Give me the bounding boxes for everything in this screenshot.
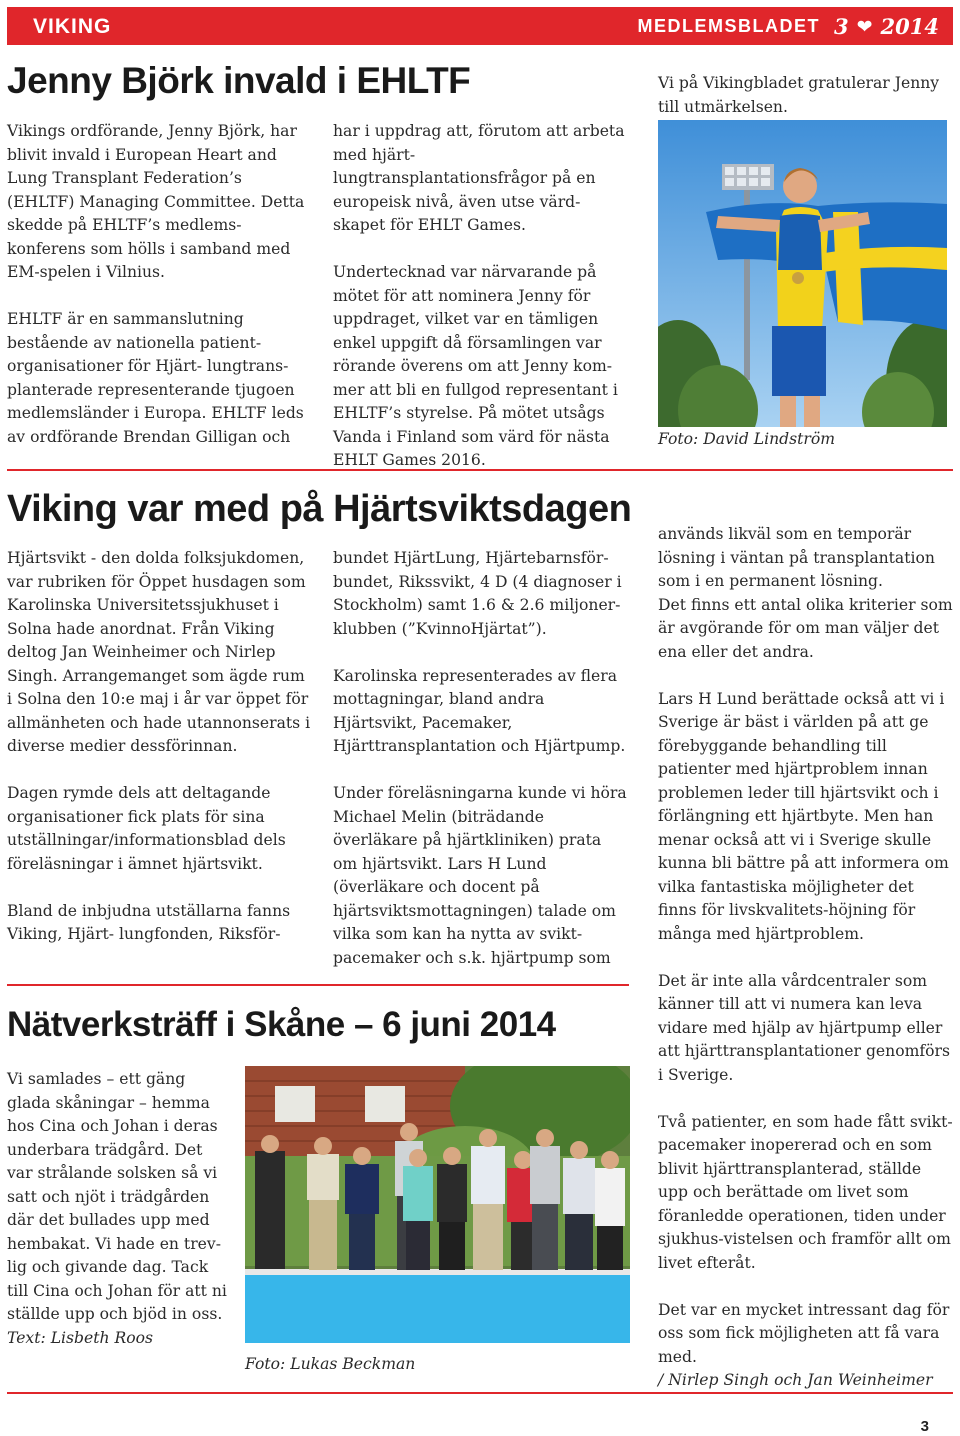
article1-paragraph: EHLTF är en sammanslutning bestående av nationella patient-organisationer för Hjärt- lungtrans-planterade representerande tjugoen medlemsländer i Europa. EHLTF leds av ordförande Brendan Gilligan och [7,310,304,446]
article2-paragraph: Bland de inbjudna utställarna fanns Viking, Hjärt- lungfonden, Riksför- [7,901,291,943]
article2-paragraph: Det var en mycket intressant dag för oss som fick möjligheten att få vara med. [658,1300,950,1366]
article1-paragraph: Vikings ordförande, Jenny Björk, har blivit invald i European Heart and Lung Transplant Federation’s (EHLTF) Managing Committee. Detta skedde på EHLTF’s medlems-konferens som hölls i samband med EM-spelen i Vilnius. [7,122,305,281]
jenny-bjork-photo [658,120,947,427]
issue-year: 2014 [880,14,939,39]
article2-paragraph: Hjärtsvikt - den dolda folksjukdomen, var rubriken för Öppet husdagen som Karolinska Universitetssjukhuset i Solna hade anordnat. Från Viking deltog Jan Weinheimer och Nirlep Singh. Arrangemanget som ägde rum i Solna den 10:e maj i år var öppet för allmänheten och hade utannonserats i diverse medier dessförinnan. [7,549,311,755]
article3-body [7,1068,232,1350]
article1-col3-intro [658,72,948,119]
article2-paragraph: Två patienter, en som hade fått svikt-pacemaker inopererad och en som blivit hjärttransplanterad, ställde upp och berättade om livet som föranledde operationen, tiden under sjukhus-vistelsen och framför allt om livet efteråt. [658,1112,953,1272]
group-photo [245,1066,630,1343]
photo-caption-2: Foto: Lukas Beckman [245,1355,416,1373]
article2-col1 [7,547,312,947]
footer-divider [7,1392,953,1394]
article1-paragraph: har i uppdrag att, förutom att arbeta med hjärt- lungtransplantationsfrågor på en europeisk nivå, även utse värd-skapet för EHLT Games. [333,122,625,234]
athlete-with-flag-image [658,120,947,427]
section-divider [7,984,629,986]
article2-paragraph: bundet HjärtLung, Hjärtebarnsför-bundet, Rikssvikt, 4 D (4 diagnoser i Stockholm) samt 1.6 & 2.6 miljoner-klubben (”KvinnoHjärtat”). [333,549,622,638]
article3-title: Nätverksträff i Skåne – 6 juni 2014 [7,1005,556,1044]
article2-signature: / Nirlep Singh och Jan Weinheimer [658,1371,933,1389]
article2-paragraph: Det är inte alla vårdcentraler som känner till att vi numera kan leva vidare med hjälp av hjärtpump eller att hjärttransplantationer genomförs i Sverige. [658,971,950,1084]
heart-icon: ❤ [856,15,873,38]
article2-paragraph: används likväl som en temporär lösning i väntan på transplantation som i en permanent lösning. [658,525,935,590]
brand-name: VIKING [33,15,112,38]
article1-col2 [333,120,629,473]
article1-col1 [7,120,307,449]
magazine-name: MEDLEMSBLADET [637,16,820,36]
issue-info [638,14,940,39]
article2-paragraph: Under föreläsningarna kunde vi höra Michael Melin (biträdande överläkare på hjärtkliniken) prata om hjärtsvikt. Lars H Lund (överläkare och docent på hjärtsviktsmottagningen) talade om vilka som kan ha nytta av svikt-pacemaker och s.k. hjärtpump som [333,784,627,967]
article1-title: Jenny Björk invald i EHLTF [7,60,471,101]
garden-group-image [245,1066,630,1343]
article3-author: Text: Lisbeth Roos [7,1328,154,1347]
page-number: 3 [920,1418,929,1435]
article1-paragraph: Undertecknad var närvarande på mötet för att nominera Jenny för uppdraget, vilket var en tämligen enkel uppgift då församlingen var rörande överens om att Jenny kom-mer att bli en fullgod representant i EHLTF’s styrelse. På mötet utsågs Vanda i Finland som värd för nästa EHLT Games 2016. [333,263,618,469]
issue-number: 3 [834,14,849,39]
article2-paragraph: Karolinska representerades av flera mottagningar, bland andra Hjärtsvikt, Pacemaker, Hjärttransplantation och Hjärtpump. [333,666,626,755]
article2-title: Viking var med på Hjärtsviktsdagen [7,488,632,530]
section-divider [7,469,953,471]
header-bar [7,7,953,45]
congrats-text: Vi på Vikingbladet gratulerar Jenny till utmärkelsen. [658,74,940,116]
article2-paragraph: Det finns ett antal olika kriterier som är avgörande för om man väljer det ena eller det andra. [658,595,953,661]
article2-paragraph: Dagen rymde dels att deltagande organisationer fick plats för sina utställningar/informationsblad dels föreläsningar i ämnet hjärtsvikt. [7,784,286,873]
photo-caption-1: Foto: David Lindström [658,430,836,448]
article2-col2 [333,547,629,970]
article2-paragraph: Lars H Lund berättade också att vi i Sverige är bäst i världen på att ge förebyggande behandling till patienter med hjärtproblem innan problemen leder till hjärtsvikt och i förlängning ett hjärtbyte. Men han menar också att vi i Sverige skulle kunna bli bättre på att informera om vilka fantastiska möjligheter det finns för livskvalitets-höjning för många med hjärtproblem. [658,689,949,943]
article2-col3 [658,523,954,1393]
article3-paragraph: Vi samlades – ett gäng glada skåningar – hemma hos Cina och Johan i deras underbara trädgård. Det var strålande solsken så vi satt och njöt i trädgården där det bullades upp med hembakat. Vi hade en trev-lig och givande dag. Tack till Cina och Johan för att ni ställde upp och bjöd in oss. [7,1070,227,1323]
